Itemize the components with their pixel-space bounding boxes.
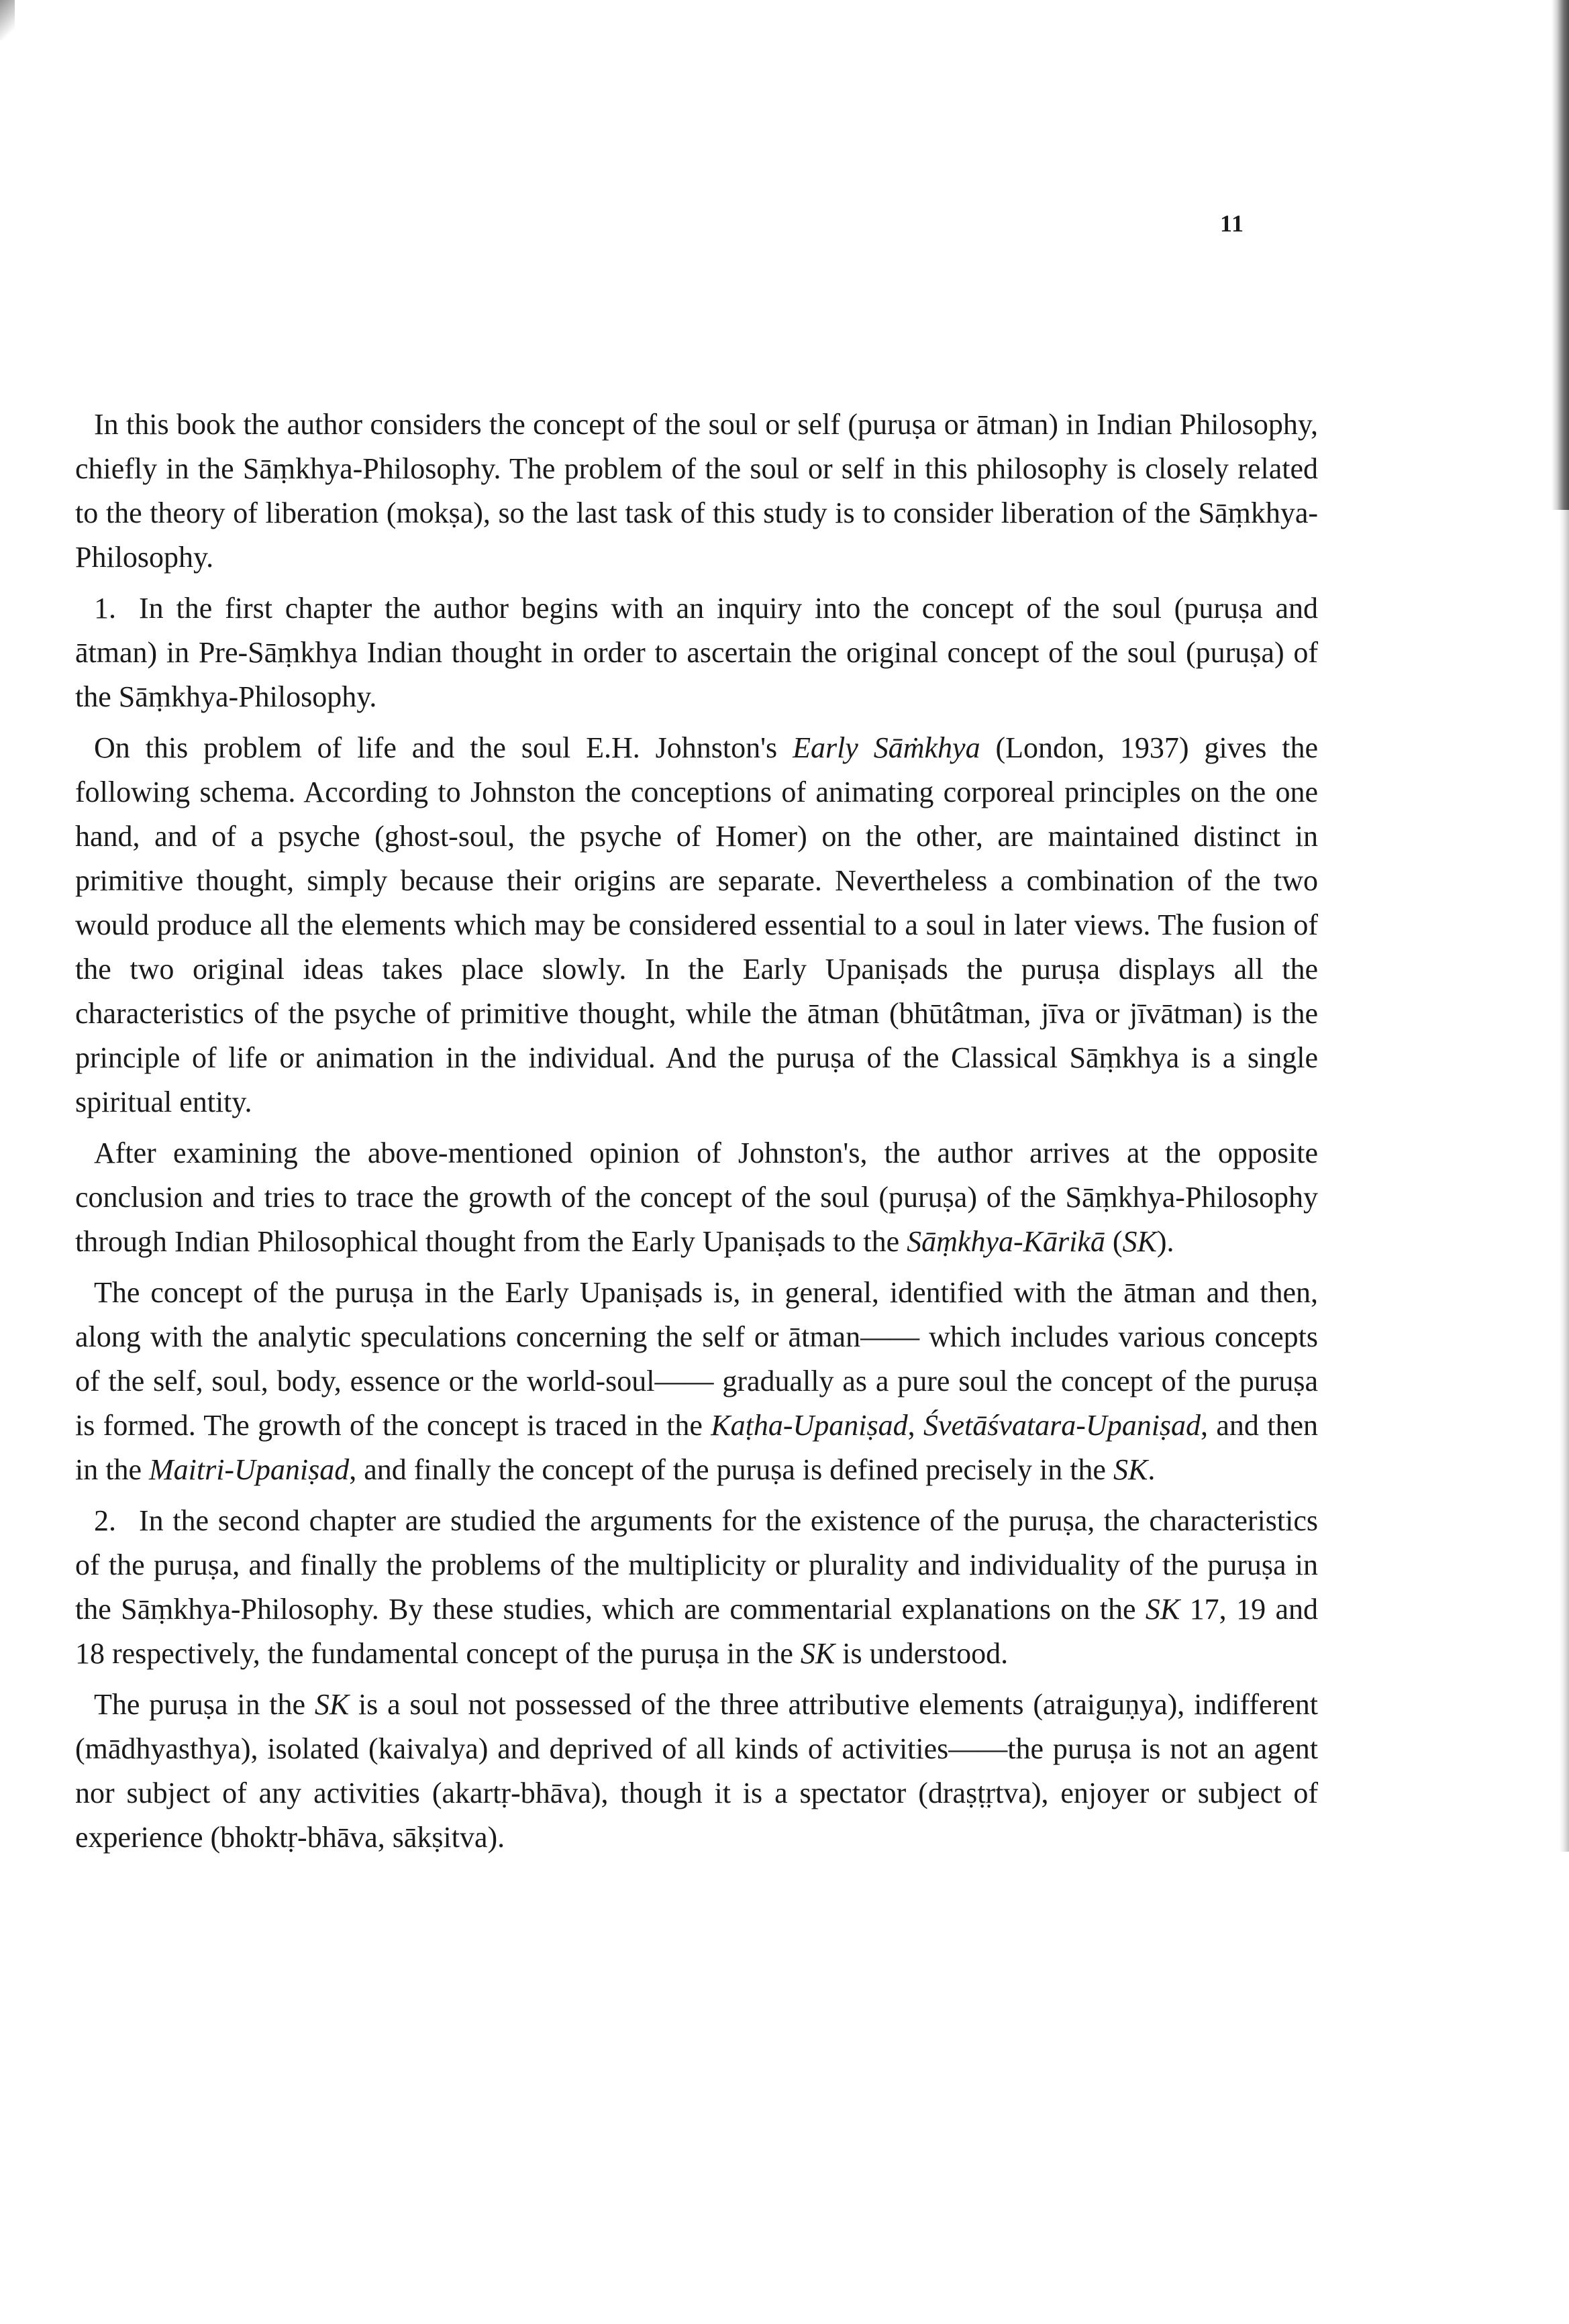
scan-edge-shadow-lower bbox=[1560, 510, 1569, 1852]
abbreviation: SK bbox=[314, 1688, 350, 1721]
paragraph-text: The puruṣa in the bbox=[94, 1688, 315, 1721]
abbreviation: SK bbox=[1113, 1453, 1148, 1486]
paragraph-text: After examining the above-mentioned opinion of Johnston's, the author arrives at the opposite conclusion and tries to trace the growth of the concept of the soul (puruṣa) of the Sāṃkhya-Philosophy through Indian Philosophical thought from the Early Upaniṣads to the bbox=[75, 1137, 1318, 1258]
paragraph-text: , bbox=[907, 1409, 923, 1442]
paragraph-text: On this problem of life and the soul E.H. Johnston's bbox=[94, 731, 793, 764]
abbreviation: SK bbox=[800, 1637, 836, 1670]
book-title: Śvetāśvatara-Upaniṣad bbox=[923, 1409, 1201, 1442]
paragraph-text: The concept of the puruṣa in the Early Upaniṣads is, in general, identified with the ātman and then, along with the analytic speculations concerning the self or ātman—— which includes various concepts of the self, soul, body, essence or the world-soul—— gradually as a pure soul the concept of the puruṣa is formed. The growth of the concept is traced in the bbox=[75, 1276, 1318, 1442]
paragraph-text: . bbox=[1148, 1453, 1156, 1486]
abbreviation: SK bbox=[1122, 1225, 1157, 1258]
paragraph-text: is a soul not possessed of the three attributive elements (atraiguṇya), indifferent (mādhyasthya), isolated (kaivalya) and deprived of all kinds of activities——the puruṣa is not an agent nor subject of any activities (akartṛ-bhāva), though it is a spectator (draṣṭṛtva), enjoyer or subject of experience (bhoktṛ-bhāva, sākṣitva). bbox=[75, 1688, 1318, 1854]
paragraph-conclusion bbox=[75, 1131, 1318, 1264]
section-number: 1. bbox=[94, 592, 116, 625]
paragraph-text: ( bbox=[1105, 1225, 1123, 1258]
paragraph-text: 17, 19 and 18 respectively, the fundamental concept of the puruṣa in the bbox=[75, 1593, 1318, 1670]
scan-corner-shadow bbox=[0, 0, 15, 40]
paragraph-johnston bbox=[75, 726, 1318, 1124]
paragraph-chapter-2 bbox=[75, 1499, 1318, 1676]
paragraph-text: In this book the author considers the concept of the soul or self (puruṣa or ātman) in Indian Philosophy, chiefly in the Sāṃkhya-Philosophy. The problem of the soul or self in this philosophy is closely related to the theory of liberation (mokṣa), so the last task of this study is to consider liberation of the Sāṃkhya-Philosophy. bbox=[75, 408, 1318, 574]
book-title: Maitri-Upaniṣad bbox=[148, 1453, 350, 1486]
body-text bbox=[75, 403, 1318, 1860]
paragraph-chapter-1 bbox=[75, 586, 1318, 719]
section-number: 2. bbox=[94, 1504, 116, 1537]
abbreviation: SK bbox=[1145, 1593, 1180, 1626]
paragraph-text: In the second chapter are studied the arguments for the existence of the puruṣa, the characteristics of the puruṣa, and finally the problems of the multiplicity or plurality and individuality of the puruṣa in the Sāṃkhya-Philosophy. By these studies, which are commentarial explanations on the bbox=[75, 1504, 1318, 1626]
paragraph-upanisads bbox=[75, 1271, 1318, 1492]
book-title: Kaṭha-Upaniṣad bbox=[711, 1409, 908, 1442]
scan-edge-shadow bbox=[1552, 0, 1569, 510]
paragraph-text: , and finally the concept of the puruṣa is defined precisely in the bbox=[349, 1453, 1113, 1486]
paragraph-text: ). bbox=[1156, 1225, 1174, 1258]
book-title: Sāṃkhya-Kārikā bbox=[907, 1225, 1105, 1258]
page-number: 11 bbox=[1220, 210, 1245, 237]
paragraph-intro bbox=[75, 403, 1318, 580]
book-title: Early Sāṁkhya bbox=[793, 731, 980, 764]
paragraph-text: is understood. bbox=[835, 1637, 1009, 1670]
paragraph-text: In the first chapter the author begins with an inquiry into the concept of the soul (puruṣa and ātman) in Pre-Sāṃkhya Indian thought in order to ascertain the original concept of the soul (puruṣa) of the Sāṃkhya-Philosophy. bbox=[75, 592, 1318, 713]
paragraph-text: , and then in the bbox=[75, 1409, 1318, 1486]
paragraph-text: (London, 1937) gives the following schema. According to Johnston the conceptions of animating corporeal principles on the one hand, and of a psyche (ghost-soul, the psyche of Homer) on the other, are maintained distinct in primitive thought, simply because their origins are separate. Nevertheless a combination of the two would produce all the elements which may be considered essential to a soul in later views. The fusion of the two original ideas takes place slowly. In the Early Upaniṣads the puruṣa displays all the characteristics of the psyche of primitive thought, while the ātman (bhūtâtman, jīva or jīvātman) is the principle of life or animation in the individual. And the puruṣa of the Classical Sāṃkhya is a single spiritual entity. bbox=[75, 731, 1318, 1118]
paragraph-purusa bbox=[75, 1683, 1318, 1860]
